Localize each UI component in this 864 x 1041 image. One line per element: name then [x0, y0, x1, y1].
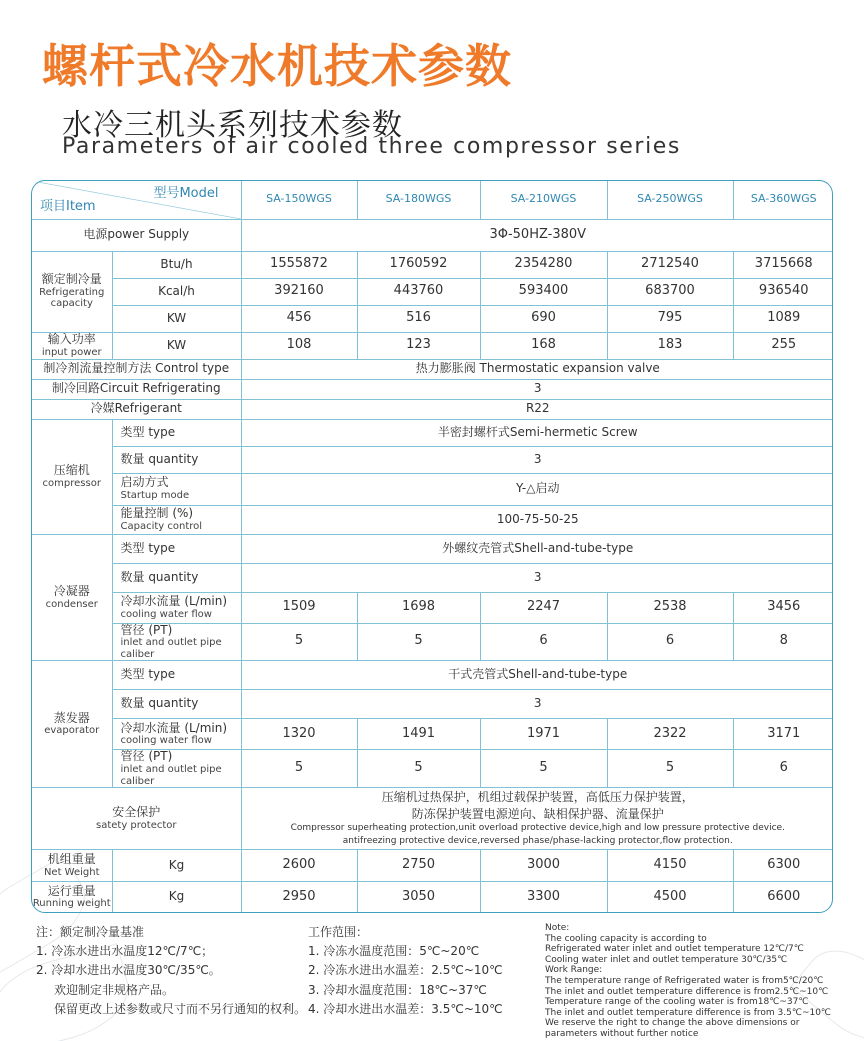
evaporator-label-cn: 蒸发器	[53, 710, 90, 725]
spec-table	[31, 180, 833, 913]
note-line: Temperature range of the cooling water is from18℃~37℃	[545, 997, 809, 1008]
capacity-value: 392160	[241, 278, 357, 305]
evaporator-flow-value: 1491	[357, 719, 480, 750]
power-supply-value: 3Φ-50HZ-380V	[241, 219, 833, 251]
startup-mode-label-cn: 启动方式	[120, 475, 169, 490]
capacity-unit: Btu/h	[112, 251, 241, 278]
model-name: SA-250WGS	[607, 181, 733, 219]
capacity-value: 516	[357, 305, 480, 332]
control-type-value: 热力膨胀阀 Thermostatic expansion valve	[241, 359, 833, 379]
input-power-value: 183	[607, 332, 733, 359]
input-power-value: 108	[241, 332, 357, 359]
capacity-value: 1760592	[357, 251, 480, 278]
notes-left	[36, 923, 306, 1019]
circuit-label: 制冷回路Circuit Refrigerating	[32, 379, 241, 399]
capacity-value: 1089	[733, 305, 833, 332]
page-title: 螺杆式冷水机技术参数	[42, 39, 512, 93]
protector-label-en: satety protector	[95, 819, 177, 831]
compressor-quantity-label: 数量 quantity	[112, 446, 241, 473]
note-line: We reserve the right to change the above dimensions or	[545, 1018, 800, 1029]
capacity-value: 2712540	[607, 251, 733, 278]
model-name: SA-150WGS	[241, 181, 357, 219]
note-line: 1. 冷冻水进出水温度12℃/7℃；	[36, 944, 214, 959]
capacity-value: 456	[241, 305, 357, 332]
model-name: SA-210WGS	[480, 181, 607, 219]
evaporator-type-value: 干式壳管式Shell-and-tube-type	[241, 661, 833, 690]
note-line: Cooling water inlet and outlet temperature 30℃/35℃	[545, 954, 788, 965]
running-weight-label-cn: 运行重量	[47, 883, 96, 898]
startup-mode-value: Y-△启动	[241, 473, 833, 505]
compressor-label	[32, 419, 112, 534]
subtitle-cn: 水冷三机头系列技术参数	[62, 108, 403, 143]
note-line: 1. 冷冻水温度范围：5℃~20℃	[308, 944, 480, 959]
condenser-label-cn: 冷凝器	[53, 583, 90, 598]
capacity-unit: KW	[112, 305, 241, 332]
input-power-value: 168	[480, 332, 607, 359]
startup-mode-label	[112, 473, 241, 505]
item-header-label: 项目Item	[40, 198, 96, 214]
evaporator-pipe-value: 5	[607, 750, 733, 788]
note-line: 3. 冷却水温度范围：18℃~37℃	[308, 982, 487, 997]
input-power-label-en: input power	[41, 346, 102, 358]
note-line: Work Range:	[545, 965, 603, 976]
capacity-control-label	[112, 505, 241, 534]
evaporator-pipe-value: 5	[241, 750, 357, 788]
evaporator-pipe-value: 6	[733, 750, 833, 788]
running-weight-value: 3300	[480, 882, 607, 913]
condenser-flow-label-cn: 冷却水流量 (L/min)	[120, 593, 228, 608]
protector-label	[32, 788, 241, 850]
evaporator-flow-value: 1320	[241, 719, 357, 750]
note-line: parameters without further notice	[545, 1029, 699, 1040]
note-line: 4. 冷却水进出水温差：3.5℃~10℃	[308, 1001, 503, 1016]
evaporator-label-en: evaporator	[44, 725, 100, 737]
running-weight-unit: Kg	[112, 882, 241, 913]
condenser-pipe-value: 5	[241, 623, 357, 661]
evaporator-flow-value: 2322	[607, 719, 733, 750]
evaporator-label	[32, 661, 112, 788]
evaporator-flow-value: 1971	[480, 719, 607, 750]
note-line: 2. 冷却水进出水温度30℃/35℃。	[36, 963, 221, 978]
capacity-value: 936540	[733, 278, 833, 305]
condenser-quantity-value: 3	[241, 563, 833, 592]
startup-mode-label-en: Startup mode	[120, 490, 190, 502]
condenser-flow-value: 2538	[607, 592, 733, 623]
net-weight-value: 2750	[357, 850, 480, 882]
note-line: 注：额定制冷量基准	[36, 925, 145, 939]
note-line: 欢迎制定非规格产品。	[54, 982, 175, 997]
note-line: 保留更改上述参数或尺寸而不另行通知的权利。	[54, 1001, 307, 1016]
condenser-type-value: 外螺纹壳管式Shell-and-tube-type	[241, 534, 833, 563]
net-weight-value: 2600	[241, 850, 357, 882]
net-weight-label-en: Net Weight	[43, 866, 100, 878]
condenser-label-en: condenser	[45, 598, 98, 610]
protector-line-2: 防冻保护装置电源逆向、缺相保护器、流量保护	[411, 806, 664, 821]
compressor-type-value: 半密封螺杆式Semi-hermetic Screw	[241, 419, 833, 446]
protector-line-3: Compressor superheating protection,unit overload protective device,high and low pressure protective device.	[290, 822, 785, 833]
note-line: The cooling capacity is according to	[545, 933, 707, 944]
capacity-label	[32, 251, 112, 332]
condenser-flow-value: 1698	[357, 592, 480, 623]
capacity-value: 1555872	[241, 251, 357, 278]
condenser-pipe-value: 6	[480, 623, 607, 661]
protector-line-1: 压缩机过热保护，机组过载保护装置，高低压力保护装置，	[381, 790, 694, 805]
condenser-pipe-label-en: inlet and outlet pipe caliber	[120, 637, 222, 660]
note-line: The temperature range of Refrigerated water is from5℃/20℃	[545, 976, 824, 987]
model-name: SA-360WGS	[733, 181, 833, 219]
note-line: Note:	[545, 923, 570, 933]
capacity-value: 2354280	[480, 251, 607, 278]
compressor-label-cn: 压缩机	[53, 462, 90, 477]
evaporator-quantity-value: 3	[241, 690, 833, 719]
net-weight-label	[32, 850, 112, 882]
condenser-pipe-label	[112, 623, 241, 661]
evaporator-pipe-label-en: inlet and outlet pipe caliber	[120, 764, 222, 787]
net-weight-unit: Kg	[112, 850, 241, 882]
condenser-flow-label-en: cooling water flow	[120, 608, 212, 620]
input-power-value: 123	[357, 332, 480, 359]
condenser-pipe-value: 5	[357, 623, 480, 661]
input-power-unit: KW	[112, 332, 241, 359]
condenser-pipe-value: 6	[607, 623, 733, 661]
protector-value	[241, 788, 833, 850]
running-weight-label	[32, 882, 112, 913]
running-weight-value: 2950	[241, 882, 357, 913]
evaporator-quantity-label: 数量 quantity	[112, 690, 241, 719]
condenser-flow-value: 3456	[733, 592, 833, 623]
capacity-label-en: Refrigerating capacity	[39, 286, 105, 310]
net-weight-value: 4150	[607, 850, 733, 882]
condenser-pipe-label-cn: 管径 (PT)	[120, 622, 173, 637]
capacity-value: 683700	[607, 278, 733, 305]
evaporator-pipe-label-cn: 管径 (PT)	[120, 749, 173, 764]
evaporator-pipe-value: 5	[357, 750, 480, 788]
notes-middle	[308, 923, 503, 1019]
capacity-value: 3715668	[733, 251, 833, 278]
evaporator-flow-label-en: cooling water flow	[120, 735, 212, 747]
evaporator-flow-label	[112, 719, 241, 750]
capacity-label-cn: 额定制冷量	[41, 272, 102, 287]
capacity-value: 690	[480, 305, 607, 332]
capacity-control-value: 100-75-50-25	[241, 505, 833, 534]
condenser-pipe-value: 8	[733, 623, 833, 661]
refrigerant-label: 冷媒Refrigerant	[32, 399, 241, 419]
evaporator-pipe-label	[112, 750, 241, 788]
compressor-quantity-value: 3	[241, 446, 833, 473]
running-weight-value: 4500	[607, 882, 733, 913]
evaporator-type-label: 类型 type	[112, 661, 241, 690]
protector-label-cn: 安全保护	[112, 804, 161, 819]
net-weight-label-cn: 机组重量	[47, 851, 96, 866]
condenser-flow-value: 2247	[480, 592, 607, 623]
input-power-label	[32, 332, 112, 359]
circuit-value: 3	[241, 379, 833, 399]
control-type-label: 制冷剂流量控制方法 Control type	[32, 359, 241, 379]
capacity-unit: Kcal/h	[112, 278, 241, 305]
refrigerant-value: R22	[241, 399, 833, 419]
evaporator-flow-label-cn: 冷却水流量 (L/min)	[120, 720, 228, 735]
note-line: The inlet and outlet temperature difference is from 3.5℃~10℃	[545, 1007, 832, 1018]
subtitle-en: Parameters of air cooled three compressor series	[62, 134, 681, 159]
protector-line-4: antifreezing protective device,reversed phase/phase-lacking protector,flow protection.	[342, 835, 733, 846]
condenser-type-label: 类型 type	[112, 534, 241, 563]
capacity-control-label-cn: 能量控制 (%)	[120, 505, 194, 520]
note-line: 2. 冷冻水进出水温差：2.5℃~10℃	[308, 963, 503, 978]
notes-english	[545, 923, 845, 1040]
model-header-label: 型号Model	[153, 186, 219, 201]
model-name: SA-180WGS	[357, 181, 480, 219]
evaporator-flow-value: 3171	[733, 719, 833, 750]
running-weight-value: 6600	[733, 882, 833, 913]
header-corner-cell	[32, 181, 241, 219]
input-power-label-cn: 输入功率	[47, 331, 96, 346]
compressor-label-en: compressor	[42, 477, 101, 489]
condenser-quantity-label: 数量 quantity	[112, 563, 241, 592]
condenser-label	[32, 534, 112, 661]
condenser-flow-value: 1509	[241, 592, 357, 623]
net-weight-value: 3000	[480, 850, 607, 882]
note-line: Refrigerated water inlet and outlet temperature 12℃/7℃	[545, 944, 804, 955]
capacity-value: 443760	[357, 278, 480, 305]
running-weight-value: 3050	[357, 882, 480, 913]
net-weight-value: 6300	[733, 850, 833, 882]
capacity-control-label-en: Capacity control	[120, 520, 203, 532]
compressor-type-label: 类型 type	[112, 419, 241, 446]
power-supply-label: 电源power Supply	[32, 219, 241, 251]
capacity-value: 593400	[480, 278, 607, 305]
note-line: 工作范围：	[308, 925, 369, 939]
running-weight-label-en: Running weight	[32, 898, 111, 910]
capacity-value: 795	[607, 305, 733, 332]
note-line: The inlet and outlet temperature difference is from2.5℃~10℃	[545, 986, 829, 997]
evaporator-pipe-value: 5	[480, 750, 607, 788]
condenser-flow-label	[112, 592, 241, 623]
input-power-value: 255	[733, 332, 833, 359]
